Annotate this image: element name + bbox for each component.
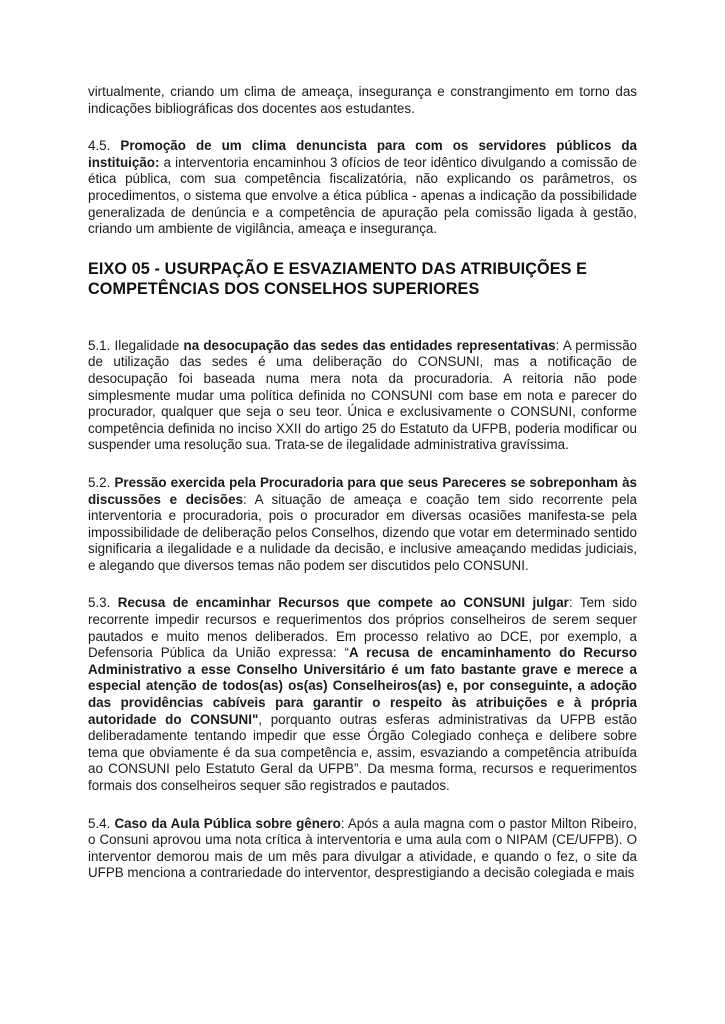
item-4-5-title: Promoção de um clima denuncista para com os servidores públicos da instituição: [88, 138, 637, 170]
item-5-4-number: 5.4. [88, 815, 115, 831]
item-5-3-text-1: : Tem sido recorrente impedir recursos e requerimentos dos próprios conselheiros de serem sequer pautados e muito menos deliberados. Em processo relativo ao DCE, por exemplo, a Defensoria Pública da União expressa: “ [88, 595, 637, 661]
item-5-2-paragraph [88, 475, 637, 575]
item-4-5-number: 4.5. [88, 138, 111, 154]
item-5-2-text: : A situação de ameaça e coação tem sido recorrente pela interventoria e procuradoria, pois o procurador em diversas ocasiões manifesta-se pela impossibilidade de deliberação pelos Conselhos, dizendo que votar em determinado sentido significaria a ilegalidade e a nulidade da decisão, e inclusive ameaçando medidas judiciais, e alegando que diversos temas não podem ser discutidos pelo CONSUNI. [88, 491, 637, 573]
item-5-1-title: na desocupação das sedes das entidades representativas [183, 337, 556, 353]
item-5-1-lead: 5.1. Ilegalidade [88, 337, 184, 353]
item-5-4-title: Caso da Aula Pública sobre gênero [114, 815, 341, 831]
item-5-3-paragraph [88, 595, 637, 794]
item-4-5-paragraph [88, 138, 637, 238]
item-5-1-paragraph [88, 338, 637, 454]
item-4-5-text: a interventoria encaminhou 3 ofícios de teor idêntico divulgando a comissão de ética pública, com sua competência fiscalizatória, não explicando os parâmetros, os procedimentos, o sistema que envolve a ética pública - apenas a indicação da possibilidade generalizada de denúncia e a competência de apuração pela comissão ligada à gestão, criando um ambiente de vigilância, ameaça e insegurança. [88, 154, 637, 237]
item-5-3-title: Recusa de encaminhar Recursos que compete ao CONSUNI julgar [117, 595, 569, 611]
item-5-4-paragraph [88, 816, 637, 882]
item-5-3-quote: A recusa de encaminhamento do Recurso Administrativo a esse Conselho Universitário é um fato bastante grave e merece a especial atenção de todos(as) os(as) Conselheiros(as) e, por conseguinte, a adoção das providências cabíveis para garantir o respeito às atribuições e à própria autoridade do CONSUNI" [88, 645, 638, 727]
item-5-2-number: 5.2. [88, 474, 115, 490]
intro-paragraph [88, 84, 637, 117]
item-5-4-text: : Após a aula magna com o pastor Milton Ribeiro, o Consuni aprovou uma nota crítica à interventoria e uma aula com o NIPAM (CE/UFPB). O interventor demorou mais de um mês para divulgar a atividade, e quando o fez, o site da UFPB menciona a contrariedade do interventor, desprestigiando a decisão colegiada e mais [88, 815, 637, 881]
item-5-3-text-2: , porquanto outras esferas administrativas da UFPB estão deliberadamente tentando impedir que esse Órgão Colegiado conheça e delibere sobre tema que obviamente é da sua competência e, assim, esvaziando a competência atribuída ao CONSUNI pelo Estatuto Geral da UFPB”. Da mesma forma, recursos e requerimentos formais dos conselheiros sequer são registrados e pautados. [88, 711, 637, 793]
item-5-2-title: Pressão exercida pela Procuradoria para que seus Pareceres se sobreponham às discussões e decisões [88, 474, 637, 507]
intro-text: virtualmente, criando um clima de ameaça, insegurança e constrangimento em torno das indicações bibliográficas dos docentes aos estudantes. [88, 84, 637, 116]
section-heading-eixo-05: EIXO 05 - USURPAÇÃO E ESVAZIAMENTO DAS ATRIBUIÇÕES E COMPETÊNCIAS DOS CONSELHOS SUPERIORES [88, 259, 587, 298]
item-5-3-number: 5.3. [88, 595, 118, 611]
item-5-1-text: : A permissão de utilização das sedes é uma deliberação do CONSUNI, mas a notificação de desocupação foi baseada numa mera nota da procuradoria. A reitoria não pode simplesmente mudar uma política definida no CONSUNI com base em nota e parecer do procurador, qualquer que seja o seu teor. Única e exclusivamente o CONSUNI, conforme competência definida no inciso XXII do artigo 25 do Estatuto da UFPB, poderia modificar ou suspender uma resolução sua. Trata-se de ilegalidade administrativa gravíssima. [88, 337, 637, 453]
